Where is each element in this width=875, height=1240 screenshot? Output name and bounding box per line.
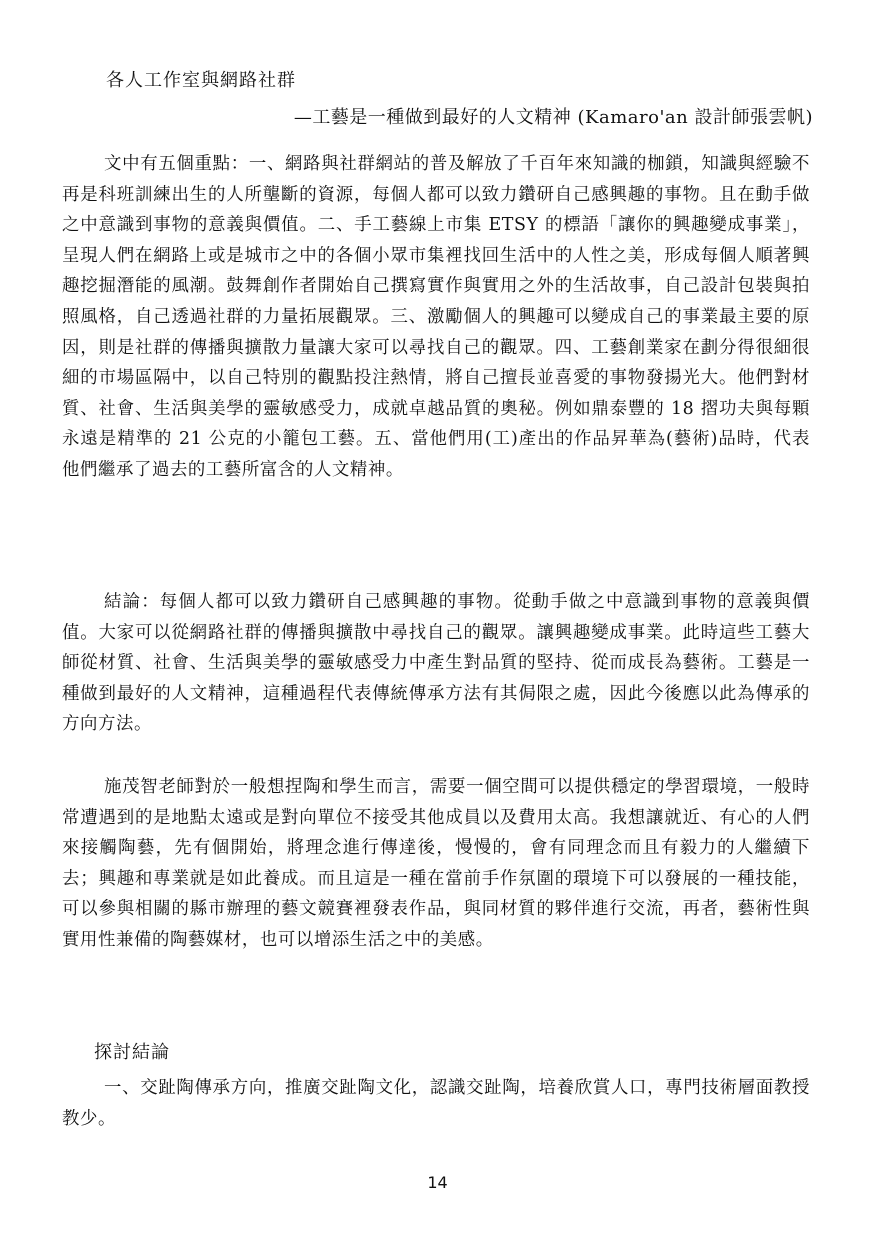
conclusion-paragraph: 結論：每個人都可以致力鑽研自己感興趣的事物。從動手做之中意識到事物的意義與價值。大家可以從網路社群的傳播與擴散中尋找自己的觀眾。讓興趣變成事業。此時這些工藝大師從材質、社會、生活與美學的靈敏感受力中產生對品質的堅持、從而成長為藝術。工藝是一種做到最好的人文精神，這種過程代表傳統傳承方法有其侷限之處，因此今後應以此為傳承的方向方法。 bbox=[62, 592, 810, 735]
section-heading: 各人工作室與網路社群 bbox=[106, 70, 296, 91]
body-paragraph: 施茂智老師對於一般想捏陶和學生而言，需要一個空間可以提供穩定的學習環境，一般時常遭遇到的是地點太遠或是對向單位不接受其他成員以及費用太高。我想讓就近、有心的人們來接觸陶藝，先有個開始，將理念進行傳達後，慢慢的，會有同理念而且有毅力的人繼續下去；興趣和專業就是如此養成。而且這是一種在當前手作氛圍的環境下可以發展的一種技能，可以參與相關的縣市辦理的藝文競賽裡發表作品，與同材質的夥伴進行交流，再者，藝術性與實用性兼備的陶藝媒材，也可以增添生活之中的美感。 bbox=[62, 777, 810, 950]
discussion-title: 探討結論 bbox=[94, 1042, 170, 1063]
page-number: 14 bbox=[427, 1173, 448, 1192]
body-paragraph: 文中有五個重點：一、網路與社群網站的普及解放了千百年來知識的枷鎖，知識與經驗不再是科班訓練出生的人所壟斷的資源，每個人都可以致力鑽研自己感興趣的事物。且在動手做之中意識到事物的意義與價值。二、手工藝線上市集 ETSY 的標語「讓你的興趣變成事業」，呈現人們在網路上或是城市之中的各個小眾市集裡找回生活中的人性之美，形成每個人順著興趣挖掘潛能的風潮。鼓舞創作者開始自己撰寫實作與實用之外的生活故事，自己設計包裝與拍照風格，自己透過社群的力量拓展觀眾。三、激勵個人的興趣可以變成自己的事業最主要的原因，則是社群的傳播與擴散力量讓大家可以尋找自己的觀眾。四、工藝創業家在劃分得很細很細的市場區隔中，以自己特別的觀點投注熱情，將自己擅長並喜愛的事物發揚光大。他們對材質、社會、生活與美學的靈敏感受力，成就卓越品質的奧秘。例如鼎泰豐的 18 摺功夫與每顆永遠是精準的 21 公克的小籠包工藝。五、當他們用(工)產出的作品昇華為(藝術)品時，代表他們繼承了過去的工藝所富含的人文精神。 bbox=[62, 154, 810, 480]
discussion-paragraph: 一、交趾陶傳承方向，推廣交趾陶文化，認識交趾陶，培養欣賞人口，專門技術層面教授教少。 bbox=[62, 1078, 810, 1129]
section-subheading: —工藝是一種做到最好的人文精神 (Kamaro'an 設計師張雲帆) bbox=[293, 107, 813, 128]
